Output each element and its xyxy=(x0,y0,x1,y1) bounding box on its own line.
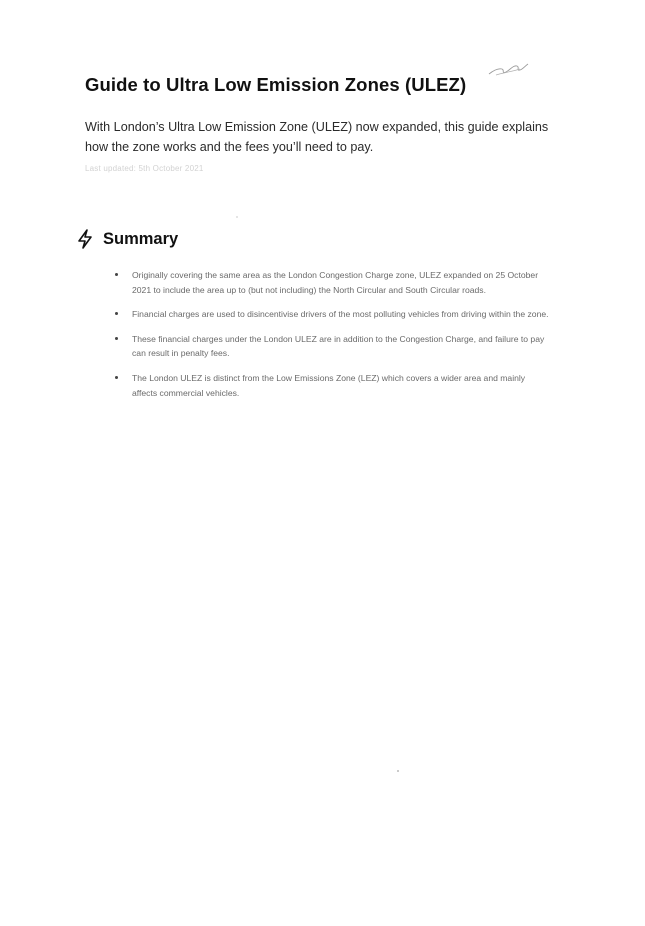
list-item xyxy=(112,332,552,361)
summary-heading xyxy=(76,229,178,249)
intro-paragraph: With London’s Ultra Low Emission Zone (ULEZ) now expanded, this guide explains how the zone works and the fees you’ll need to pay. xyxy=(85,120,549,154)
list-item-text: Financial charges are used to disincentivise drivers of the most polluting vehicles from driving within the zone. xyxy=(132,309,549,320)
last-updated-text: Last updated: 5th October 2021 xyxy=(85,164,204,173)
list-item xyxy=(112,268,552,297)
bullet-icon xyxy=(115,273,118,276)
bullet-icon xyxy=(115,376,118,379)
list-item xyxy=(112,307,552,322)
scan-speck xyxy=(397,770,399,772)
summary-list xyxy=(112,268,552,410)
list-item-text: Originally covering the same area as the London Congestion Charge zone, ULEZ expanded on 25 October 2021 to include the area up to (but not including) the North Circular and South Circular roads. xyxy=(132,270,539,295)
list-item-text: The London ULEZ is distinct from the Low Emissions Zone (LEZ) which covers a wider area and mainly affects commercial vehicles. xyxy=(132,372,526,398)
bullet-icon xyxy=(115,337,118,340)
scan-speck xyxy=(236,216,238,218)
list-item-text: These financial charges under the London ULEZ are in addition to the Congestion Charge, and failure to pay can result in penalty fees. xyxy=(132,333,545,359)
list-item xyxy=(112,371,552,400)
page-title: Guide to Ultra Low Emission Zones (ULEZ) xyxy=(85,74,467,95)
bullet-icon xyxy=(115,312,118,315)
handwritten-signature xyxy=(486,58,530,80)
lightning-bolt-icon xyxy=(76,229,94,249)
summary-title: Summary xyxy=(103,229,179,248)
